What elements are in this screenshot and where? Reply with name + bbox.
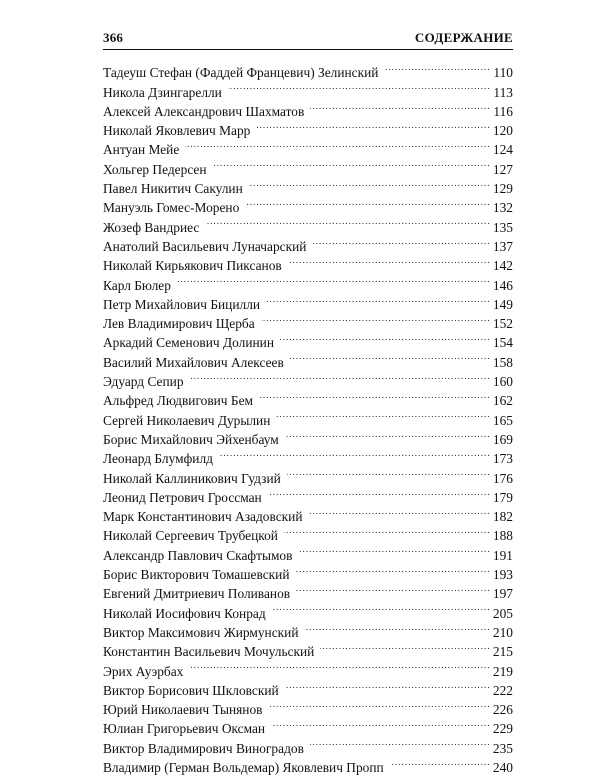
toc-dot-leader xyxy=(219,444,489,463)
toc-dot-leader xyxy=(285,425,489,444)
toc-dot-leader xyxy=(261,309,489,328)
toc-entry-name: Леонид Петрович Гроссман xyxy=(103,489,262,505)
toc-entry-name: Лев Владимирович Щерба xyxy=(103,316,255,332)
toc-entry-name: Альфред Людвигович Бем xyxy=(103,393,253,409)
toc-entry-page-number: 165 xyxy=(492,412,513,428)
toc-dot-leader xyxy=(256,116,489,135)
toc-entry-name: Борис Викторович Томашевский xyxy=(103,567,290,583)
toc-entry-page-number: 215 xyxy=(492,644,513,660)
toc-entry-name: Александр Павлович Скафтымов xyxy=(103,547,293,563)
toc-entry-name: Павел Никитич Сакулин xyxy=(103,181,243,197)
toc-entry-name: Виктор Максимович Жирмунский xyxy=(103,624,299,640)
toc-entry-page-number: 235 xyxy=(492,740,513,756)
toc-dot-leader xyxy=(228,77,489,96)
toc-entry-page-number: 124 xyxy=(492,142,513,158)
toc-entry-name: Эдуард Сепир xyxy=(103,374,184,390)
toc-dot-leader xyxy=(245,193,489,212)
toc-dot-leader xyxy=(298,540,489,559)
toc-entry-page-number: 116 xyxy=(493,103,513,119)
toc-dot-leader xyxy=(288,251,489,270)
toc-entry-page-number: 160 xyxy=(492,374,513,390)
toc-entry-page-number: 169 xyxy=(492,431,513,447)
toc-dot-leader xyxy=(390,753,489,772)
toc-entry-page-number: 240 xyxy=(492,759,513,775)
toc-dot-leader xyxy=(285,676,489,695)
toc-dot-leader xyxy=(268,695,489,714)
toc-entry-name: Николай Яковлевич Марр xyxy=(103,123,251,139)
toc-entry-name: Антуан Мейе xyxy=(103,142,180,158)
toc-dot-leader xyxy=(271,714,489,733)
toc-entry-page-number: 219 xyxy=(492,663,513,679)
toc-entry-name: Карл Бюлер xyxy=(103,277,171,293)
toc-dot-leader xyxy=(290,347,489,366)
toc-entry-page-number: 176 xyxy=(492,470,513,486)
section-title: СОДЕРЖАНИЕ xyxy=(414,30,513,45)
running-head xyxy=(103,29,513,50)
toc-entry-name: Владимир (Герман Вольдемар) Яковлевич Пропп xyxy=(103,759,384,775)
toc-entry-page-number: 146 xyxy=(492,277,513,293)
toc-dot-leader xyxy=(308,502,489,521)
toc-entry-page-number: 173 xyxy=(492,451,513,467)
toc-entry-name: Никола Дзингарелли xyxy=(103,84,222,100)
toc-entry-name: Сергей Николаевич Дурылин xyxy=(103,412,271,428)
toc-entry-page-number: 191 xyxy=(492,547,513,563)
toc-entry-page-number: 113 xyxy=(493,84,513,100)
toc-entry-page-number: 154 xyxy=(492,335,513,351)
toc-entry-page-number: 149 xyxy=(492,296,513,312)
toc-entry-name: Виктор Владимирович Виноградов xyxy=(103,740,304,756)
toc-dot-leader xyxy=(213,154,489,173)
toc-entry-name: Жозеф Вандриес xyxy=(103,219,200,235)
toc-dot-leader xyxy=(259,386,489,405)
toc-entry-page-number: 162 xyxy=(492,393,513,409)
toc-entry-page-number: 229 xyxy=(492,721,513,737)
toc-entry-name: Юрий Николаевич Тынянов xyxy=(103,702,263,718)
toc-dot-leader xyxy=(185,135,489,154)
toc-entry xyxy=(103,58,513,81)
toc-entry-name: Аркадий Семенович Долинин xyxy=(103,335,274,351)
toc-dot-leader xyxy=(320,637,489,656)
toc-dot-leader xyxy=(284,521,489,540)
toc-entry-name: Константин Васильевич Мочульский xyxy=(103,644,315,660)
toc-entry-page-number: 132 xyxy=(492,200,513,216)
toc-entry-page-number: 182 xyxy=(492,509,513,525)
toc-entry-page-number: 152 xyxy=(492,316,513,332)
toc-entry-page-number: 129 xyxy=(492,181,513,197)
toc-entry-name: Мануэль Гомес-Морено xyxy=(103,200,240,216)
toc-entry-name: Юлиан Григорьевич Оксман xyxy=(103,721,266,737)
toc-dot-leader xyxy=(249,174,489,193)
toc-entry-name: Леонард Блумфилд xyxy=(103,451,213,467)
toc-entry-page-number: 205 xyxy=(492,605,513,621)
toc-dot-leader xyxy=(312,232,489,251)
toc-entry-name: Николай Кирьякович Пиксанов xyxy=(103,258,282,274)
toc-dot-leader xyxy=(190,367,489,386)
toc-entry-name: Николай Каллиникович Гудзий xyxy=(103,470,281,486)
toc-entry-page-number: 179 xyxy=(492,489,513,505)
toc-entry-name: Эрих Ауэрбах xyxy=(103,663,184,679)
toc-dot-leader xyxy=(384,58,489,77)
toc-entry-page-number: 110 xyxy=(493,65,513,81)
toc-entry-name: Тадеуш Стефан (Фаддей Францевич) Зелинский xyxy=(103,65,379,81)
toc-dot-leader xyxy=(296,560,489,579)
toc-entry-name: Николай Сергеевич Трубецкой xyxy=(103,528,278,544)
toc-entry-page-number: 226 xyxy=(492,702,513,718)
toc-entry-name: Хольгер Педерсен xyxy=(103,161,207,177)
toc-entry-name: Петр Михайлович Бицилли xyxy=(103,296,261,312)
toc-dot-leader xyxy=(268,483,489,502)
toc-entry-page-number: 137 xyxy=(492,238,513,254)
toc-dot-leader xyxy=(272,598,489,617)
toc-entry-page-number: 193 xyxy=(492,567,513,583)
table-of-contents xyxy=(103,58,513,775)
toc-entry-page-number: 197 xyxy=(492,586,513,602)
toc-dot-leader xyxy=(205,212,489,231)
toc-dot-leader xyxy=(310,97,489,116)
toc-entry-name: Анатолий Васильевич Луначарский xyxy=(103,238,307,254)
toc-entry-name: Алексей Александрович Шахматов xyxy=(103,103,305,119)
toc-dot-leader xyxy=(177,270,489,289)
toc-entry-page-number: 127 xyxy=(492,161,513,177)
toc-entry-page-number: 120 xyxy=(492,123,513,139)
page-number: 366 xyxy=(103,30,124,45)
toc-dot-leader xyxy=(287,463,489,482)
toc-entry-name: Борис Михайлович Эйхенбаум xyxy=(103,431,279,447)
toc-dot-leader xyxy=(189,656,489,675)
toc-dot-leader xyxy=(266,290,489,309)
toc-entry-name: Виктор Борисович Шкловский xyxy=(103,682,279,698)
toc-entry-name: Василий Михайлович Алексеев xyxy=(103,354,284,370)
toc-entry-page-number: 135 xyxy=(492,219,513,235)
toc-dot-leader xyxy=(304,618,489,637)
toc-entry-name: Евгений Дмитриевич Поливанов xyxy=(103,586,291,602)
toc-dot-leader xyxy=(280,328,489,347)
toc-entry-page-number: 142 xyxy=(492,258,513,274)
toc-entry-page-number: 158 xyxy=(492,354,513,370)
toc-entry-page-number: 222 xyxy=(492,682,513,698)
toc-dot-leader xyxy=(276,405,489,424)
toc-entry-page-number: 210 xyxy=(492,624,513,640)
toc-dot-leader xyxy=(296,579,489,598)
toc-entry-page-number: 188 xyxy=(492,528,513,544)
toc-entry-name: Марк Константинович Азадовский xyxy=(103,509,303,525)
toc-entry-name: Николай Иосифович Конрад xyxy=(103,605,266,621)
